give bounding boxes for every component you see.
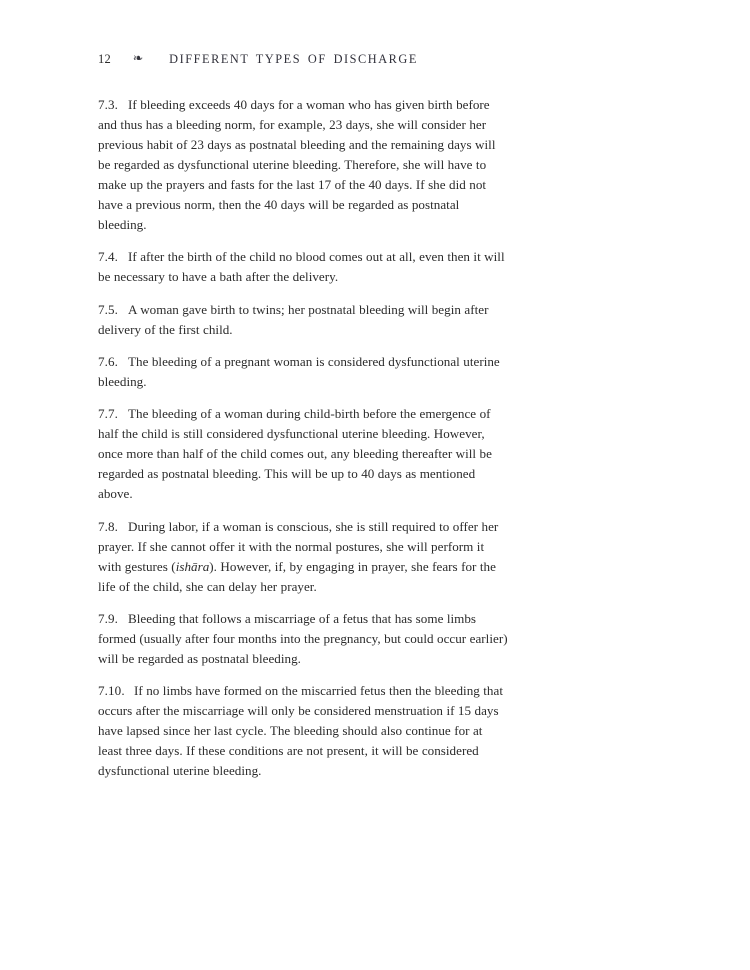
running-head-title: DIFFERENT TYPES OF DISCHARGE [169,52,418,66]
numbered-paragraph [98,681,509,781]
body-text-block [98,95,509,781]
paragraph-number: 7.10. [98,683,125,699]
running-head [98,52,510,72]
numbered-paragraph [98,247,509,287]
paragraph-number: 7.8. [98,518,119,534]
paragraph-text: If no limbs have formed on the miscarried fetus then the bleeding that occurs after the miscarriage will only be considered menstruation if 15 days have lapsed since her last cycle. The bleeding should also continue for at least three days. If these conditions are not present, it will be considered dysfunctional uterine bleeding. [98,683,503,779]
paragraph-number: 7.7. [98,406,119,422]
paragraph-text: ). However, if, by engaging in prayer, she fears for the life of the child, she can delay her prayer. [98,558,496,594]
paragraph-number: 7.9. [98,610,119,626]
numbered-paragraph [98,404,509,504]
paragraph-number: 7.3. [98,97,119,112]
numbered-paragraph [98,609,509,669]
numbered-paragraph [98,300,509,340]
paragraph-number: 7.4. [98,249,119,265]
paragraph-text: Bleeding that follows a miscarriage of a fetus that has some limbs formed (usually after four months into the pregnancy, but could occur earlier) will be regarded as postnatal bleeding. [98,610,508,666]
numbered-paragraph [98,95,509,235]
paragraph-number: 7.6. [98,353,119,369]
numbered-paragraph [98,517,509,597]
numbered-paragraph [98,352,509,392]
paragraph-text: If after the birth of the child no blood comes out at all, even then it will be necessary to have a bath after the delivery. [98,249,505,285]
paragraph-text: If bleeding exceeds 40 days for a woman who has given birth before and thus has a bleeding norm, for example, 23 days, she will consider her previous habit of 23 days as postnatal bleeding and the remaining days will be regarded as dysfunctional uterine bleeding. Therefore, she will have to make up the prayers and fasts for the last 17 of the 40 days. If she did not have a previous norm, then the 40 days will be regarded as postnatal bleeding. [98,97,496,232]
paragraph-text: The bleeding of a pregnant woman is considered dysfunctional uterine bleeding. [98,353,500,389]
paragraph-text: During labor, if a woman is conscious, she is still required to offer her prayer. If she cannot offer it with the normal postures, she will perform it with gestures ( [98,518,499,574]
paragraph-text: A woman gave birth to twins; her postnatal bleeding will begin after delivery of the first child. [98,301,489,337]
paragraph-number: 7.5. [98,301,119,317]
page-folio-number: 12 [98,52,112,66]
paragraph-text: The bleeding of a woman during child-birth before the emergence of half the child is still considered dysfunctional uterine bleeding. However, once more than half of the child comes out, any bleeding thereafter will be regarded as postnatal bleeding. This will be up to 40 days as mentioned above. [98,406,492,502]
transliterated-term: ishāra [175,558,210,574]
floral-ornament-icon: ❧ [132,51,143,65]
